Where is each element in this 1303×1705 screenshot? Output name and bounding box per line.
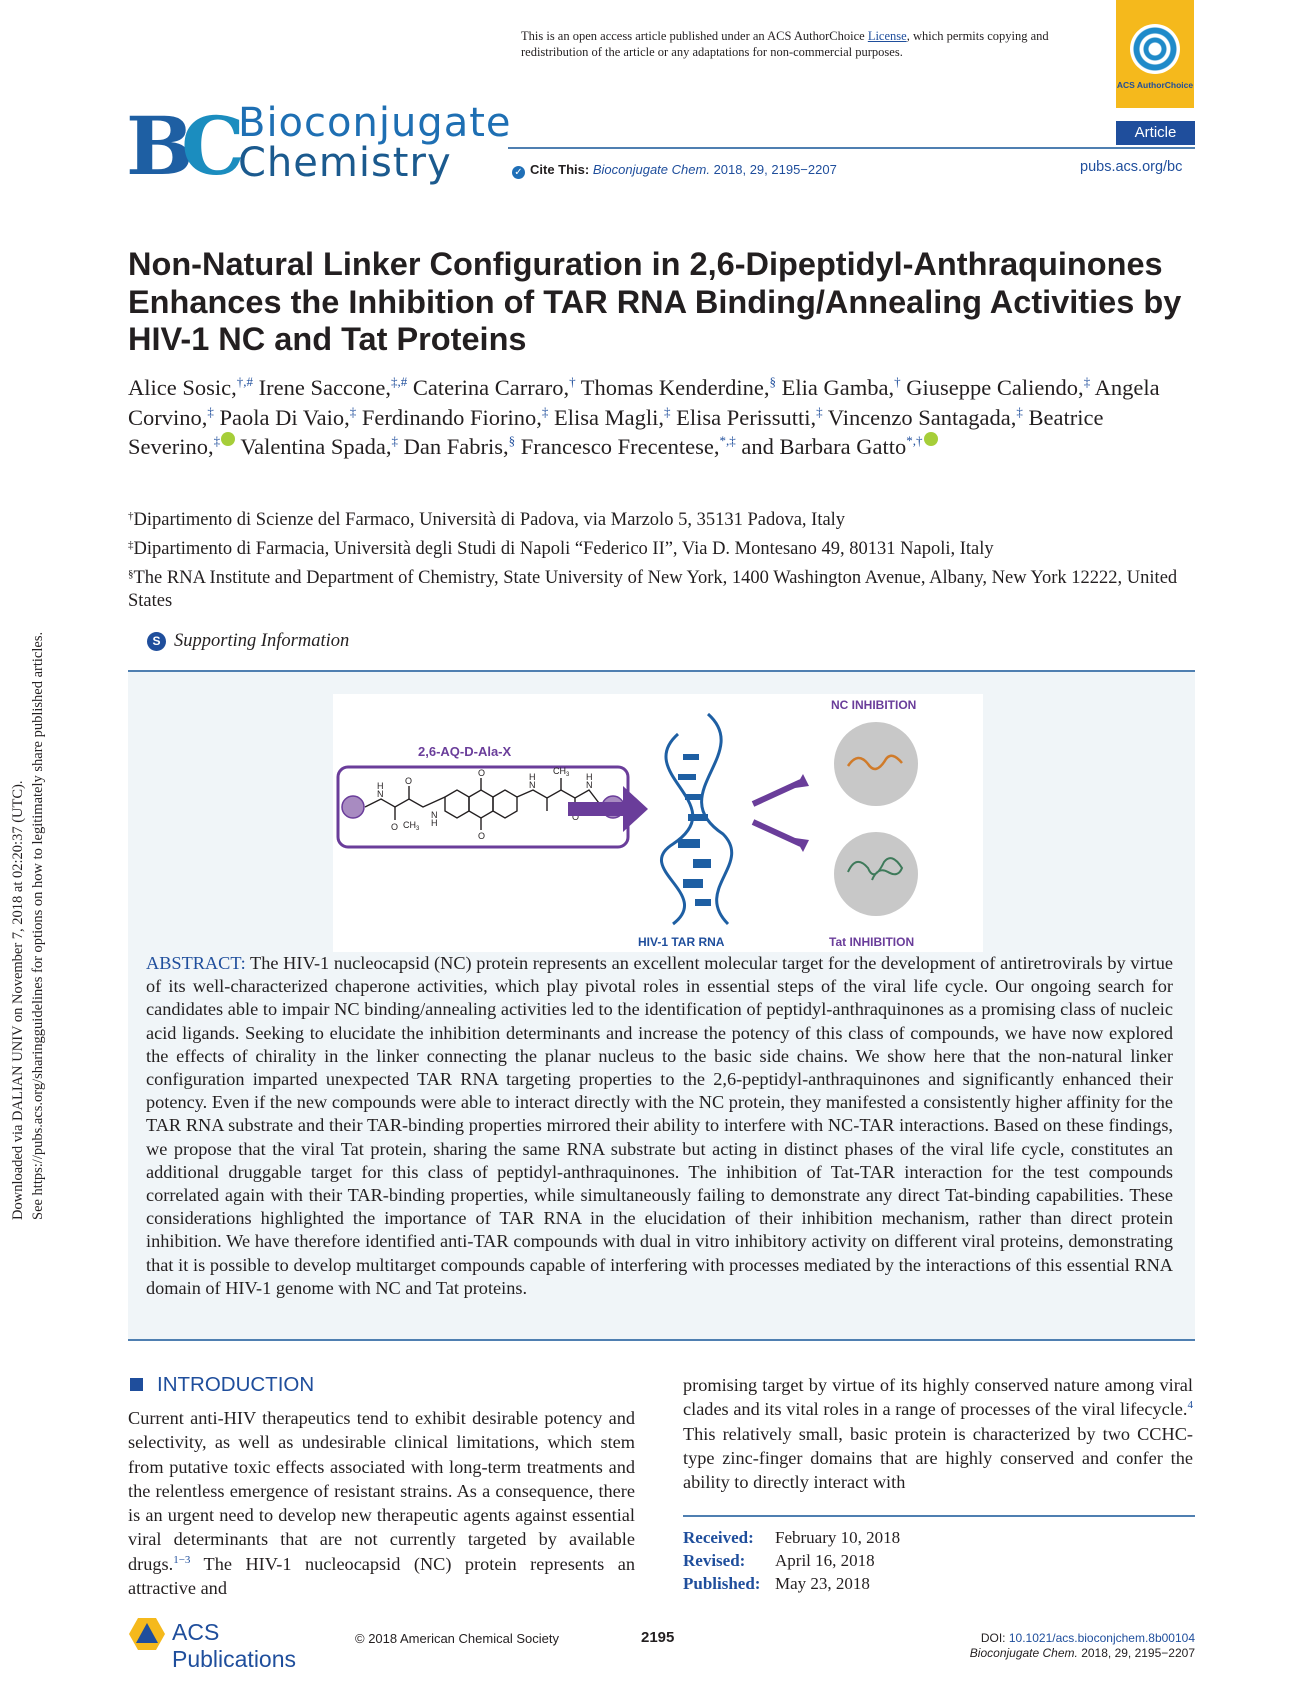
publisher-name: ACS Publications [172,1619,297,1672]
supporting-info-label: Supporting Information [174,631,350,651]
author-affiliation-mark: ‡,# [391,374,408,389]
atom-labels [377,766,593,841]
heading-square-icon [130,1378,143,1391]
abstract-text: The HIV-1 nucleocapsid (NC) protein represents an excellent molecular target for the development of antiretrovirals by virtue of its well-characterized chaperone activities, which play pivotal roles in essential steps of the viral life cycle. Our ongoing search for candidates able to impair NC binding/annealing activities led to the identification of peptidyl-anthraquinones as a promising class of nucleic acid ligands. Seeking to elucidate the inhibition determinants and increase the potency of this class of compounds, we have now explored the effects of chirality in the linker connecting the planar nucleus to the basic side chains. We show here that the non-natural linker configuration imparted unexpected TAR RNA targeting properties to the 2,6-peptidyl-anthraquinones and significantly enhanced their potency. Even if the new compounds were able to interact directly with the NC protein, they manifested a consistently higher affinity for the TAR RNA substrate and their TAR-binding properties mirrored their ability to interfere with NC-TAR interactions. Based on these findings, we propose that the viral Tat protein, sharing the same RNA substrate but acting in distinct phases of the viral life cycle, constitutes an additional druggable target for this class of peptidyl-anthraquinones. The inhibition of Tat-TAR interaction for the test compounds correlated again with their TAR-binding properties, while simultaneously failing to demonstrate any direct Tat-binding capabilities. These considerations highlighted the importance of TAR RNA in the elucidation of their inhibition mechanism, rather than direct protein inhibition. We have therefore identified anti-TAR compounds with dual in vitro inhibitory activity on different viral proteins, demonstrating that it is possible to develop multitarget compounds capable of interfering with processes mediated by the interactions of this essential RNA domain of HIV-1 genome with NC and Tat proteins. [146,953,1173,1298]
author[interactable]: Dan Fabris, [403,434,509,459]
intro-left-column [128,1406,635,1600]
arrow-down-icon [753,822,801,844]
license-link[interactable]: License [867,29,907,43]
intro-left-ref[interactable]: 1−3 [173,1553,191,1566]
affiliation [128,567,1198,613]
author-affiliation-mark: † [569,374,576,389]
compound-label: 2,6-AQ-D-Ala-X [418,744,512,759]
author[interactable]: Caterina Carraro, [412,375,570,400]
history-date: February 10, 2018 [775,1528,901,1547]
acs-authorchoice-badge[interactable] [1116,0,1194,108]
binding-arrow-icon [568,786,648,832]
article-history [683,1526,900,1595]
author[interactable]: Angela Corvino, [128,375,1160,430]
atom-h4: H [586,772,593,782]
affiliations [128,509,1198,619]
abstract-label: ABSTRACT: [146,953,246,973]
author[interactable]: Paola Di Vaio, [219,404,350,430]
author-affiliation-mark: ‡ [207,403,214,419]
affiliation-text: Dipartimento di Scienze del Farmaco, Università di Padova, via Marzolo 5, 35131 Padova, Italy [133,510,846,530]
author[interactable]: Beatrice Severino, [128,404,1104,459]
author[interactable]: Vincenzo Santagada, [827,404,1017,430]
atom-n1: N [377,789,384,799]
atom-n2: N [431,810,438,820]
intro-right-ref[interactable]: 4 [1187,1399,1193,1412]
atom-ch3-b: $CH_3$ [553,766,570,778]
author-list [128,373,1198,462]
atom-n4: N [586,780,593,790]
history-row [683,1549,900,1572]
author-affiliation-mark: ‡ [1016,403,1023,419]
author[interactable]: Elisa Perissutti, [676,404,817,430]
author[interactable]: Ferdinando Fiorino, [361,404,542,430]
author-affiliation-mark: ‡ [541,403,549,419]
author[interactable]: Thomas Kenderdine, [580,375,770,400]
footer-journal: Bioconjugate Chem. [969,1646,1078,1660]
history-date: April 16, 2018 [775,1551,875,1570]
affiliation-mark: ‡ [128,539,134,551]
intro-left-b: The HIV-1 nucleocapsid (NC) protein represents an attractive and [128,1553,635,1599]
introduction-heading [130,1373,314,1397]
author[interactable]: Francesco Frecentese, [520,434,720,459]
atom-o4: O [405,776,413,786]
article-title: Non-Natural Linker Configuration in 2,6-Dipeptidyl-Anthraquinones Enhances the Inhibition of TAR RNA Binding/Annealing Activities by HIV-1 NC and Tat Proteins [128,246,1182,357]
affiliation [128,509,1198,532]
author-affiliation-mark: *,† [906,433,923,448]
author[interactable]: and Barbara Gatto [741,434,907,459]
rna-bases [678,754,711,906]
toc-graphic-svg [333,694,983,952]
affiliation-mark: † [128,510,134,522]
oa-text-2: , which permits copying and redistribution of the article or any adaptations for non-commercial purposes. [521,29,1049,59]
history-row [683,1526,900,1549]
atom-o3: O [391,822,399,832]
journal-name-line2: Chemistry [238,140,452,186]
supporting-information-link[interactable] [147,631,349,652]
authorchoice-icon [1130,24,1180,74]
author-affiliation-mark: § [508,433,516,448]
history-date: May 23, 2018 [775,1574,870,1593]
history-rule [683,1515,1195,1517]
intro-left-a: Current anti-HIV therapeutics tend to exhibit desirable potency and selectivity, as well as undesirable clinical limitations, which stem from putative toxic effects associated with long-term treatments and the relentless emergence of resistant strains. As a consequence, there is an urgent need to develop new therapeutic agents against essential viral determinants that are not currently targeted by available drugs. [128,1408,635,1574]
journal-logo[interactable] [126,99,526,193]
logo-letters: BC [126,99,231,193]
author[interactable]: Irene Saccone, [258,375,392,400]
section-tag: Article [1116,121,1195,145]
affiliation-mark: § [128,568,134,580]
check-icon: ✓ [512,166,525,179]
atom-h2: H [431,818,438,828]
header-rule [508,147,1195,149]
left-bead-icon [342,796,364,818]
author-affiliation-mark: *,‡ [719,433,736,448]
author-affiliation-mark: ‡ [391,433,399,448]
author[interactable]: Giuseppe Caliendo, [906,375,1084,400]
author-affiliation-mark: § [769,374,776,389]
author-affiliation-mark: ‡ [816,403,823,419]
acs-hex-icon [128,1617,166,1651]
acs-publications-logo[interactable] [128,1615,328,1672]
journal-site-link[interactable]: pubs.acs.org/bc [1080,159,1183,175]
author[interactable]: Alice Sosic, [128,375,237,400]
cite-this[interactable] [512,162,837,179]
author-affiliation-mark: ‡ [213,433,221,448]
authorchoice-label: ACS AuthorChoice [1116,80,1194,90]
download-note-line1: Downloaded via DALIAN UNIV on November 7, 2018 at 02:20:37 (UTC). [10,780,26,1220]
author[interactable]: Valentina Spada, [240,434,392,459]
nc-protein-icon [834,722,918,806]
author[interactable]: Elia Gamba, [781,375,895,400]
intro-right-b: This relatively small, basic protein is characterized by two CCHC-type zinc-finger domains that are highly conserved and confer the ability to directly interact with [683,1423,1193,1493]
oa-text-1: This is an open access article published under an ACS AuthorChoice [521,29,868,43]
intro-right-a: promising target by virtue of its highly conserved nature among viral clades and its vital roles in a range of processes of the viral lifecycle. [683,1375,1193,1420]
orcid-icon[interactable] [221,432,235,446]
supporting-info-icon: S [147,632,166,651]
atom-ch3-a: $CH_3$ [403,820,420,832]
doi-label: DOI: [980,1631,1009,1645]
abstract [146,952,1173,1300]
history-row [683,1572,900,1595]
abstract-box [128,670,1195,1341]
cite-ref: 2018, 29, 2195−2207 [713,162,837,177]
copyright: © 2018 American Chemical Society [355,1631,559,1646]
author-affiliation-mark: † [894,374,901,389]
rna-label: HIV-1 TAR RNA [638,935,725,949]
atom-o2: O [478,831,486,841]
author-affiliation-mark: †,# [236,374,253,389]
open-access-note [521,28,1091,60]
author-affiliation-mark: ‡ [1083,374,1091,389]
atom-n3: N [529,780,536,790]
orcid-icon[interactable] [924,432,938,446]
atom-o5: O [572,812,580,822]
tat-inhibition-label: Tat INHIBITION [829,935,915,949]
intro-right-column [683,1373,1193,1494]
affiliation [128,538,1198,561]
affiliation-text: The RNA Institute and Department of Chemistry, State University of New York, 1400 Washington Avenue, Albany, New York 12222, United States [128,568,1178,611]
affiliation-text: Dipartimento di Farmacia, Università degli Studi di Napoli “Federico II”, Via D. Montesano 49, 80131 Napoli, Italy [133,539,994,559]
author-affiliation-mark: ‡ [663,403,671,419]
history-label: Published: [683,1574,761,1593]
page-footer [0,1615,1303,1672]
history-label: Revised: [683,1551,746,1570]
doi-block [970,1631,1195,1661]
nc-inhibition-label: NC INHIBITION [831,698,917,712]
author-affiliation-mark: ‡ [349,403,357,419]
download-note-line2: See https://pubs.acs.org/sharingguidelines for options on how to legitimately share published articles. [30,631,46,1220]
footer-journal-ref: 2018, 29, 2195−2207 [1077,1646,1195,1660]
journal-name-line1: Bioconjugate [238,100,512,146]
history-label: Received: [683,1528,754,1547]
cite-journal: Bioconjugate Chem. [592,162,710,177]
arrow-up-icon [753,782,801,804]
page-number: 2195 [641,1629,675,1646]
toc-graphic [333,694,983,952]
cite-label: Cite This: [530,162,590,177]
atom-h1: H [377,781,384,791]
anthraquinone-structure [365,778,602,830]
introduction-heading-text: INTRODUCTION [157,1373,315,1396]
doi-link[interactable]: 10.1021/acs.bioconjchem.8b00104 [1008,1631,1195,1645]
atom-o1: O [478,768,486,778]
download-note [8,520,46,1220]
atom-h3: H [529,772,536,782]
author[interactable]: Elisa Magli, [553,404,664,430]
